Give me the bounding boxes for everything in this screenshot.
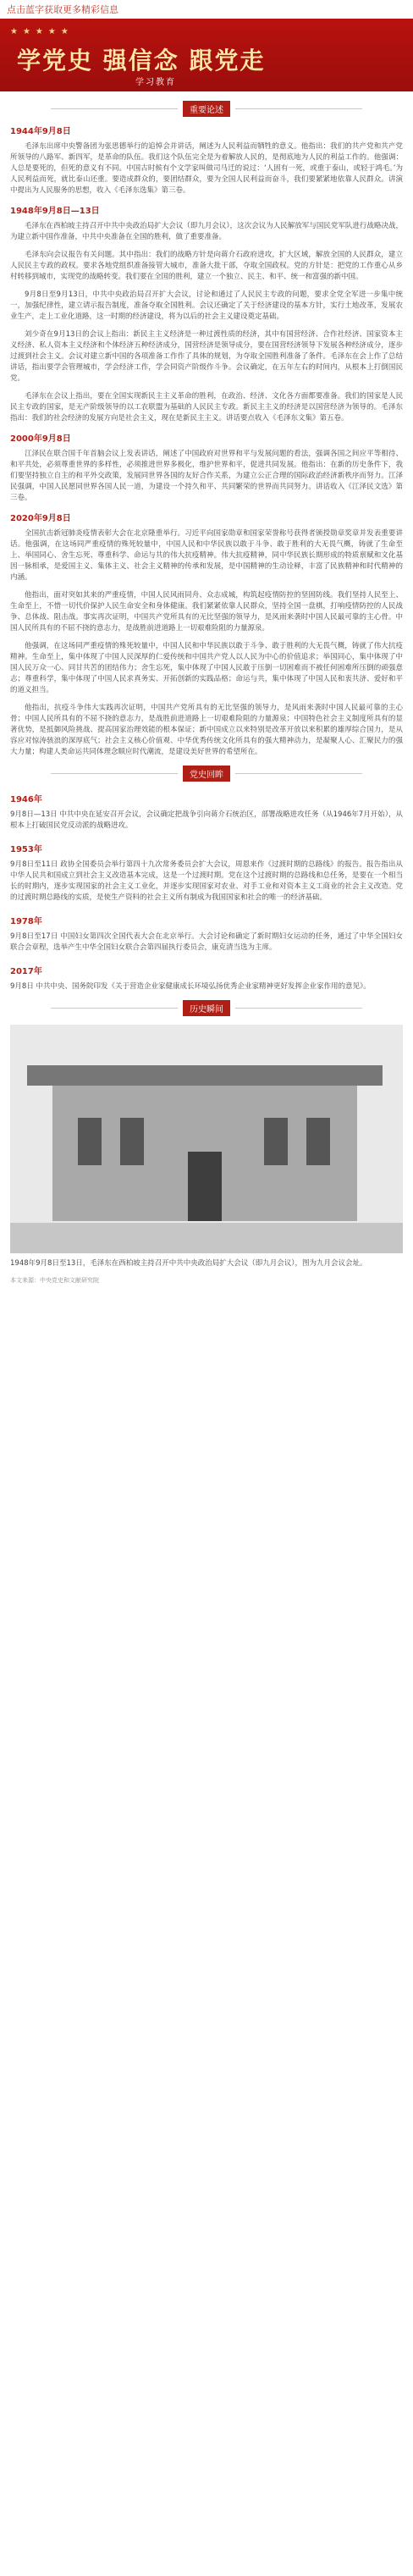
paragraph: 江泽民在联合国千年首脑会议上发表讲话，阐述了中国政府对世界和平与发展问题的看法，强调各国之间应平等相待、和平共处，必须尊重世界的多样性，必须推进世界多极化，维护世界和平，促进共同发展。他指出：在新的历史条件下，我们要坚持独立自主的和平外交政策，发展同世界各国的友好合作关系，为建立公正合理的国际政治经济新秩序而努力。江泽民强调，中国人民愿同世界各国人民一道，为建设一个持久和平、共同繁荣的世界而共同努力。讲话收入《江泽民文选》第三卷。: [10, 450, 403, 502]
photo-ground: [10, 1223, 403, 1253]
banner-subtitle: 学习教育: [135, 78, 176, 87]
section-title: 重要论述: [183, 101, 230, 117]
photo-window: [78, 1118, 102, 1165]
paragraph: 全国抗击新冠肺炎疫情表彰大会在北京隆重举行。习近平向国家勋章和国家荣誉称号获得者颁授勋章奖章并发表重要讲话。他强调，在这场同严重疫情的殊死较量中，中国人民和中华民族以敢于斗争、敢于胜利的大无畏气概，铸就了生命至上、举国同心、舍生忘死、尊重科学、命运与共的伟大抗疫精神。伟大抗疫精神，同中华民族长期形成的特质禀赋和文化基因一脉相承，是爱国主义、集体主义、社会主义精神的传承和发展，是中国精神的生动诠释，丰富了民族精神和时代精神的内涵。: [10, 529, 403, 582]
entry-date: 1944年9月8日: [10, 127, 71, 136]
history-item: 9月8日至17日 中国妇女第四次全国代表大会在北京举行。大会讨论和确定了新时期妇女运动的任务，通过了中华全国妇女联合会章程，选举产生中华全国妇女联合会第四届执行委员会，康克清当选为主席。: [10, 932, 403, 952]
section-title: 历史瞬间: [183, 1000, 230, 1016]
history-year: 2017年: [10, 967, 42, 976]
section-title: 党史回眸: [183, 766, 230, 782]
paragraph: 刘少奇在9月13日的会议上指出：新民主主义经济是一种过渡性质的经济，其中有国营经济、合作社经济、国家资本主义经济、私人资本主义经济和个体经济五种经济成分，国营经济是领导成分，要在国营经济领导下发展各种经济成分，逐步过渡到社会主义。会议对建立新中国的各项准备工作作了具体的规划，为夺取全国胜利准备了条件。毛泽东在会上作了总结讲话，指出要学会管理城市，学会经济工作，学会同资产阶级作斗争。会议确定，在五年左右的时间内，从根本上打倒国民党。: [10, 330, 403, 383]
history-year: 1953年: [10, 845, 42, 854]
entry-date: 1948年9月8日—13日: [10, 207, 100, 216]
divider: [51, 108, 178, 109]
section-heading-3: [0, 999, 413, 1016]
paragraph: 他指出，面对突如其来的严重疫情，中国人民风雨同舟、众志成城，构筑起疫情防控的坚固防线。我们坚持人民至上、生命至上，不惜一切代价保护人民生命安全和身体健康。我们紧紧依靠人民群众，坚持全国一盘棋，打响疫情防控的人民战争、总体战、阻击战。事实再次证明，中国共产党所具有的无比坚强的领导力，是风雨来袭时中国人民最可靠的主心骨。中国人民所具有的不屈不挠的意志力，是战胜前进道路上一切艰难险阻的力量源泉。: [10, 591, 403, 633]
photo-window: [120, 1118, 144, 1165]
entry-date: 2000年9月8日: [10, 434, 71, 444]
source-note: 本文来源：中央党史和文献研究院: [10, 1277, 99, 1284]
divider: [235, 1008, 362, 1009]
history-year: 1946年: [10, 795, 42, 804]
article-banner: [0, 19, 413, 91]
paragraph: 毛泽东在西柏坡主持召开中共中央政治局扩大会议（即九月会议），这次会议为人民解放军与国民党军队进行战略决战，为建立新中国作准备，中共中央准备在全国的胜利，做了重要准备。: [10, 222, 403, 241]
history-year: 1978年: [10, 917, 42, 926]
divider: [235, 108, 362, 109]
history-item: 9月8日 中共中央、国务院印发《关于营造企业家健康成长环境弘扬优秀企业家精神更好发挥企业家作用的意见》。: [10, 982, 371, 991]
paragraph: 9月8日至9月13日，中共中央政治局召开扩大会议，讨论和通过了人民民主专政的问题，要求全党全军进一步集中统一，加强纪律性，建立请示报告制度，准备夺取全国胜利。会议还确定了关于经济建设的基本方针，实行土地改革，发展农业生产，走上工业化道路，这一时期的经济建设，将为以后的社会主义建设奠定基础。: [10, 290, 403, 321]
banner-title: 学党史 强信念 跟党走: [17, 47, 266, 75]
follow-hint[interactable]: 点击蓝字获取更多精彩信息: [7, 4, 118, 15]
section-heading-1: [0, 100, 413, 117]
photo-roof: [27, 1065, 383, 1086]
divider: [51, 1008, 178, 1009]
paragraph: 毛泽东出席中央警备团为张思德举行的追悼会并讲话，阐述为人民利益而牺牲的意义。他指出：我们的共产党和共产党所领导的八路军、新四军，是革命的队伍。我们这个队伍完全是为着解放人民的，是彻底地为人民的利益工作的。他强调：人总是要死的，但死的意义有不同。中国古时候有个文学家叫做司马迁的说过：‘人固有一死，或重于泰山，或轻于鸿毛。’为人民利益而死，就比泰山还重。要造成群众的，要团结群众，要为全国人民利益而奋斗，我们要紧紧地依靠人民群众。讲演中提出为人民服务的思想，收入《毛泽东选集》第三卷。: [10, 142, 403, 195]
photo-door: [188, 1152, 222, 1221]
divider: [51, 773, 178, 774]
section-heading-2: [0, 765, 413, 782]
paragraph: 毛泽东向会议报告有关问题。其中指出：我们的战略方针是向蒋介石政府进攻，扩大区域，解放全国的人民群众，建立人民民主专政的政权。要求各地党组织准备接管大城市，准备大批干部，夺取全国政权。党的方针是：把党的工作重心从乡村转移到城市，实现党的战略转变。我们要在全国的胜利，建立一个独立、民主、和平、统一和富强的新中国。: [10, 251, 403, 281]
historic-photo: [10, 1025, 403, 1253]
photo-caption: 1948年9月8日至13日，毛泽东在西柏坡主持召开中共中央政治局扩大会议（即九月会议），图为九月会议会址。: [10, 1259, 367, 1268]
paragraph: 他指出，抗疫斗争伟大实践再次证明，中国共产党所具有的无比坚强的领导力，是风雨来袭时中国人民最可靠的主心骨；中国人民所具有的不屈不挠的意志力，是战胜前进道路上一切艰难险阻的力量源泉；中国特色社会主义制度所具有的显著优势，是抵御风险挑战、提高国家治理效能的根本保证；新中国成立以来特别是改革开放以来积累的雄厚综合国力，是从容应对惊涛骇浪的深厚底气；社会主义核心价值观、中华优秀传统文化所具有的强大精神动力，是凝聚人心、汇聚民力的强大力量；构建人类命运共同体理念顺应时代潮流，是建设美好世界的希望所在。: [10, 704, 403, 756]
divider: [235, 773, 362, 774]
star-decoration-icon: ★★★★★: [10, 27, 74, 36]
top-strip: [0, 0, 413, 19]
history-item: 9月8日—13日 中共中央在延安召开会议，会议确定把战争引向蒋介石统治区，部署战略进攻任务（从1946年7月开始），从根本上打破国民党反动派的战略进攻。: [10, 810, 403, 830]
photo-window: [306, 1118, 330, 1165]
history-item: 9月8日至11日 政协全国委员会举行第四十九次常务委员会扩大会议，周恩来作《过渡时期的总路线》的报告。报告指出从中华人民共和国成立到社会主义改造基本完成，这是一个过渡时期。党在这个过渡时期的总路线和总任务，是要在一个相当长的时期内，逐步实现国家的社会主义工业化，并逐步实现国家对农业、对手工业和对资本主义工商业的社会主义改造。党的过渡时期总路线的实质，是使生产资料的社会主义所有制成为我国国家和社会的唯一的经济基础。: [10, 860, 403, 902]
photo-window: [264, 1118, 288, 1165]
paragraph: 毛泽东在会议上指出，要在全国实现新民主主义革命的胜利，在政治、经济、文化各方面都要准备。我们的国家是人民民主专政的国家，是无产阶级领导的以工农联盟为基础的人民民主专政。新民主主义的经济是以国营经济为领导的。毛泽东指出：我们的社会经济的发展方向是社会主义，现在是新民主主义。讲话要点收入《毛泽东文集》第五卷。: [10, 392, 403, 423]
entry-date: 2020年9月8日: [10, 514, 71, 523]
paragraph: 他强调，在这场同严重疫情的殊死较量中，中国人民和中华民族以敢于斗争、敢于胜利的大无畏气概，铸就了伟大抗疫精神。生命至上，集中体现了中国人民深厚的仁爱传统和中国共产党人以人民为中心的价值追求；举国同心，集中体现了中国人民万众一心、同甘共苦的团结伟力；舍生忘死，集中体现了中国人民敢于压倒一切困难而不被任何困难所压倒的顽强意志；尊重科学，集中体现了中国人民求真务实、开拓创新的实践品格；命运与共，集中体现了中国人民和衷共济、爱好和平的道义担当。: [10, 642, 403, 694]
